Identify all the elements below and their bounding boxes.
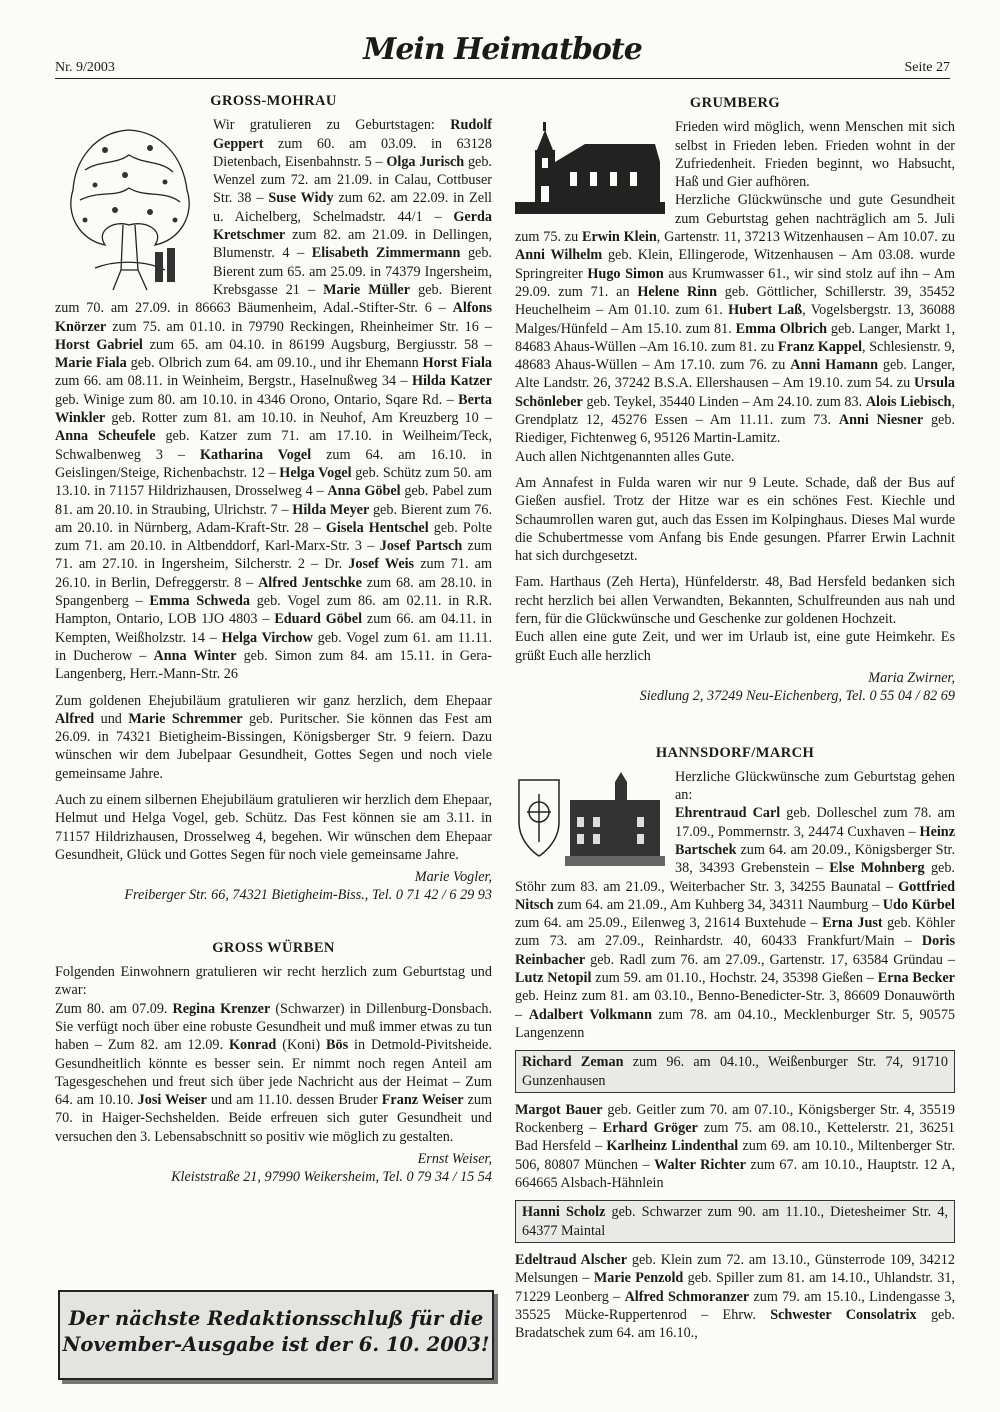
golden-anniversary-text: Zum goldenen Ehejubiläum gratulieren wir ganz herzlich, dem Ehepaar Alfred und Marie Schremmer geb. Puritscher. Sie können das Fest am 26.09. in 74321 Bietigheim-Bissingen, Königsberger Str. 9 feiern. Dazu wünschen wir dem Jubelpaar Gesundheit, Gottes Segen und noch viele gemeinsame Jahre.: [55, 692, 493, 782]
hannsdorf-birthdays-3: Edeltraud Alscher geb. Klein zum 72. am 13.10., Günsterrode 109, 34212 Melsungen – Marie Penzold geb. Spiller zum 81. am 14.10., Uhlandstr. 31, 71229 Leonberg – Alfred Schmoranzer zum 79. am 15.10., Lindengasse 3, 35525 Mücke-Ruppertenrod – Ehrw. Schwester Consolatrix geb. Bradatschek zum 64. am 16.10.,: [515, 1251, 956, 1342]
gross-wuerben-text: Folgenden Einwohnern gratulieren wir recht herzlich zum Geburtstag und zwar: Zum 80. am 07.09. Regina Krenzer (Schwarzer) in Dillenburg-Donsbach. Sie verfügt noch über eine robuste Gesundheit und muß immer etwas zu tun haben – Zum 82. am 12.09. Konrad (Koni) Bös in Detmold-Pivitsheide. Gesundheitlich könnte es besser sein. Er nimmt noch regen Anteil am Tagesgeschehen und freut sich über jede Nachricht aus der Heimat – Zum 64. am 10.10. Josi Weiser und am 11.10. dessen Bruder Franz Weiser zum 70. in Haiger-Sechshelden. Beide erfreuen sich guter Gesundheit und versuchen den 3. Lebensabschnitt so positiv wie möglich zu gestalten.: [55, 964, 493, 1145]
masthead-logo: Mein Heimatbote: [363, 32, 642, 67]
gross-mohrau-heading: GROSS-MOHRAU: [210, 93, 337, 109]
tree-illustration-icon: [55, 120, 203, 295]
page-header: [55, 26, 950, 78]
highlight-box-scholz: Hanni Scholz geb. Schwarzer zum 90. am 11.10., Dietesheimer Str. 4, 64377 Maintal: [515, 1200, 955, 1243]
hannsdorf-lead: Herzliche Glückwünsche zum Geburtstag gehen an:: [675, 768, 955, 804]
notice-line-2: November-Ausgabe ist der 6. 10. 2003!: [62, 1333, 490, 1356]
notice-line-1: Der nächste Redaktionsschluß für die: [68, 1307, 484, 1330]
issue-number: Nr. 9/2003: [55, 60, 115, 75]
gross-mohrau-birthdays: Wir gratulieren zu Geburtstagen: Rudolf Geppert zum 60. am 03.09. in 63128 Dietenbach, Eisenbahnstr. 5 – Olga Jurisch geb. Wenzel zum 72. am 21.09. in Calau, Cottbuser Str. 38 – Suse Widy zum 62. am 22.09. in Zell u. Aichelberg, Schelmadstr. 44/1 – Gerda Kretschmer zum 82. am 21.09. in Dellingen, Blumenstr. 4 – Elisabeth Zimmermann geb. Bierent zum 65. am 25.09. in 74379 Ingersheim, Krebsgasse 21 – Marie Müller geb. Bierent zum 70. am 27.09. in 86663 Bäumenheim, Adal.-Stifter-Str. 6 – Alfons Knörzer zum 75. am 01.10. in 79790 Reckingen, Rheinheimer Str. 16 – Horst Gabriel zum 65. am 04.10. in 86199 Augsburg, Bergiusstr. 58 – Marie Fiala geb. Olbrich zum 64. am 09.10., und ihr Ehemann Horst Fiala zum 66. am 08.11. in Weinheim, Bergstr., Haselnußweg 34 – Hilda Katzer geb. Winige zum 80. am 10.10. in 4346 Orono, Ontario, Sqare Rd. – Berta Winkler geb. Rotter zum 81. am 10.10. in Neuhof, Am Kreuzberg 10 – Anna Scheufele geb. Katzer zum 71. am 17.10. in Weilheim/Teck, Schwalbenweg 3 – Katharina Vogel zum 64. am 16.10. in Geislingen/Steige, Richenbachstr. 12 – Helga Vogel geb. Schütz zum 50. am 13.10. in 71157 Hildrizhausen, Drosselweg 4 – Anna Göbel geb. Pabel zum 81. am 20.10. in Straubing, Ulrichstr. 7 – Hilda Meyer geb. Bierent zum 76. am 20.10. in Nürnberg, Adam-Kraft-Str. 28 – Gisela Hentschel geb. Polte zum 71. am 20.10. in Altbenddorf, Karl-Marx-Str. 3 – Josef Partsch zum 71. am 27.10. in Ingersheim, Silcherstr. 2 – Dr. Josef Weis zum 71. am 26.10. in Berlin, Defreggerstr. 8 – Alfred Jentschke zum 68. am 28.10. in Spangenberg – Emma Schweda geb. Vogel zum 86. am 02.11. in R.R. Hampton, Ontario, LOB 1JO 4803 – Eduard Göbel zum 66. am 04.11. in Kempten, Weißholzstr. 14 – Helga Virchow geb. Vogel zum 61. am 11.11. in Ducherow – Anna Winter geb. Simon zum 84. am 15.11. in Gera-Langenberg, Herr.-Mann-Str. 26: [55, 117, 493, 683]
signature-address: Freiberger Str. 66, 74321 Bietigheim-Biss., Tel. 0 71 42 / 6 29 93: [124, 887, 492, 904]
annafest-text: Am Annafest in Fulda waren wir nur 9 Leute. Schade, daß der Bus auf Gießen ausfiel. Trotz der Hitze war es ein schönes Fest. Kiechle und Schaumrollen waren gut, auch das Essen im Kolpinghaus. Dieses Mal wurde die Schubertmesse vom Anfang bis Ende gesungen. Pfarrer Erwin Lachnit hat sich durchgesetzt.: [515, 474, 955, 565]
highlight-box-zeman: Richard Zeman zum 96. am 04.10., Weißenburger Str. 74, 91710 Gunzenhausen: [515, 1050, 955, 1093]
right-column: [515, 92, 955, 1350]
church-illustration-icon: [515, 122, 665, 214]
left-column: [55, 92, 492, 1187]
gross-mohrau-signature: [55, 868, 492, 905]
grumberg-heading: GRUMBERG: [689, 95, 781, 111]
header-rule: [55, 78, 950, 79]
gross-wuerben-heading: GROSS WÜRBEN: [212, 939, 335, 956]
hannsdorf-birthdays: Herzliche Glückwünsche zum Geburtstag gehen an: Ehrentraud Carl geb. Dolleschel zum 78. am 17.09., Pommernstr. 3, 24474 Cuxhaven – Heinz Bartschek zum 64. am 20.09., Königsberger Str. 38, 34393 Grebenstein – Else Mohnberg geb. Stöhr zum 83. am 21.09., Weiterbacher Str. 3, 34255 Baunatal – Gottfried Nitsch zum 64. am 21.09., Am Kuhberg 34, 34311 Naumburg – Udo Kürbel zum 64. am 25.09., Eilenweg 3, 21614 Buxtehude – Erna Just geb. Köhler zum 73. am 27.09., Reinhardstr. 40, 60433 Frankfurt/Main – Doris Reinbacher geb. Radl zum 76. am 27.09., Gartenstr. 17, 63584 Gründau – Lutz Netopil zum 59. am 01.10., Hochstr. 24, 35398 Gießen – Erna Becker geb. Heinz zum 81. am 03.10., Benno-Benedicter-Str. 3, 86609 Donauwörth – Adalbert Volkmann zum 78. am 04.10., Mecklenburger Str. 5, 90575 Langenzenn: [515, 768, 956, 1041]
crest-illustration-icon: [515, 772, 665, 872]
hannsdorf-heading: HANNSDORF/MARCH: [655, 744, 815, 761]
signature-name: Maria Zwirner,: [868, 669, 955, 686]
signature-name: Ernst Weiser,: [417, 1151, 492, 1168]
harthaus-thanks-text: Fam. Harthaus (Zeh Herta), Hünfelderstr. 48, Bad Hersfeld bedanken sich recht herzlich bei allen Verwandten, Bekannten, Schulfreunden aus nah und fern, für die Glückwünsche und Geschenke zur goldenen Hochzeit. Euch allen eine gute Zeit, und wer im Urlaub ist, eine gute Heimkehr. Es grüßt Euch alle herzlich: [515, 574, 955, 664]
gross-mohrau-lead: Wir gratulieren zu Geburtstagen:: [213, 117, 435, 134]
signature-address: Kleiststraße 21, 97990 Weikersheim, Tel. 0 79 34 / 15 54: [171, 1169, 492, 1186]
hannsdorf-birthdays-2: Margot Bauer geb. Geitler zum 70. am 07.10., Königsberger Str. 4, 35519 Rockenberg – Erhard Gröger zum 75. am 08.10., Kettelerstr. 21, 36251 Bad Hersfeld – Karlheinz Lindenthal zum 69. am 10.10., Miltenberger Str. 506, 80807 München – Walter Richter zum 67. am 10.10., Hauptstr. 12 A, 664665 Alsbach-Hähnlein: [515, 1101, 956, 1192]
page-number: Seite 27: [904, 60, 950, 75]
gross-wuerben-signature: [55, 1150, 492, 1187]
signature-name: Marie Vogler,: [414, 869, 492, 886]
grumberg-signature: [515, 669, 955, 706]
editorial-deadline-notice: [58, 1290, 494, 1380]
signature-address: Siedlung 2, 37249 Neu-Eichenberg, Tel. 0 55 04 / 82 69: [639, 688, 955, 705]
silver-anniversary-text: Auch zu einem silbernen Ehejubiläum gratulieren wir herzlich dem Ehepaar, Helmut und Helga Vogel, geb. Schütz. Das Fest können sie am 3.11. in 71157 Hildrizhausen, Drosselweg 4, begehen. Wir wünschen dem Ehepaar Gesundheit, Glück und Gottes Segen für noch viele gemeinsame Jahre.: [55, 791, 492, 863]
grumberg-text: Frieden wird möglich, wenn Menschen mit sich selbst in Frieden leben. Frieden wohnt in der Zufriedenheit. Frieden beginnt, wo Habsucht, Haß und Gier aufhören. Herzliche Glückwünsche und gute Gesundheit zum Geburtstag gehen nachträglich am 5. Juli zum 75. zu Erwin Klein, Gartenstr. 11, 37213 Witzenhausen – Am 10.07. zu Anni Wilhelm geb. Klein, Ellingerode, Witzenhausen – Am 03.08. wurde Springreiter Hugo Simon aus Krumwasser 61., wir sind stolz auf ihn – Am 29.09. zum 71. an Helene Rinn geb. Göttlicher, Schillerstr. 39, 35452 Heuchelheim – Am 01.10. zum 61. Hubert Laß, Vogelsbergstr. 13, 36088 Malges/Hünfeld – Am 15.10. zum 81. Emma Olbrich geb. Langer, Markt 1, 84683 Ahaus-Wüllen –Am 16.10. zum 81. zu Franz Kappel, Schlesienstr. 9, 48683 Ahaus-Wüllen – Am 17.10. zum 76. zu Anni Hamann geb. Langer, Alte Landstr. 26, 37242 B.S.A. Ellershausen – Am 19.10. zum 54. zu Ursula Schönleber geb. Teykel, 35440 Linden – Am 24.10. zum 83. Alois Liebisch, Grendplatz 12, 45276 Essen – Am 11.11. zum 73. Anni Niesner geb. Riediger, Fichtenweg 6, 95126 Martin-Lamitz. Auch allen Nichtgenannten alles Gute.: [515, 119, 956, 465]
